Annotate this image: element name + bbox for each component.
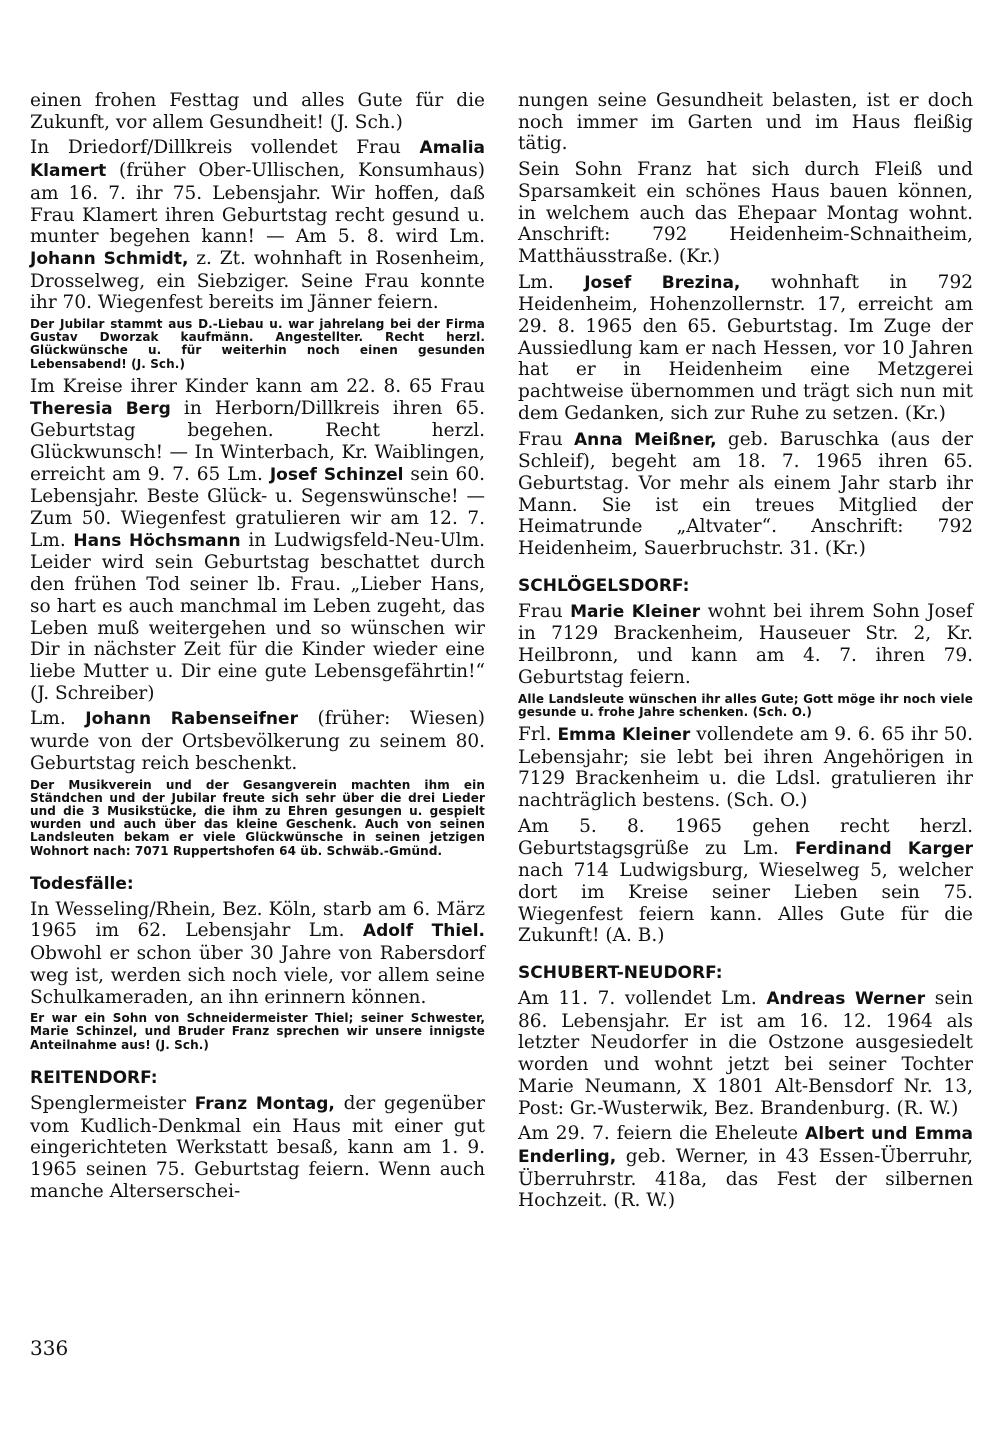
paragraph: [518, 272, 973, 425]
paragraph: [518, 429, 973, 560]
text-run: Am 11. 7. vollendet Lm.: [518, 988, 767, 1010]
paragraph: [518, 724, 973, 812]
text-run: in Ludwigsfeld-Neu-Ulm. Leider wird sein Geburtstag beschattet durch den frühen Tod seiner lb. Frau. „Lieber Hans, so hart es auch manchmal im Leben zugeht, das Leben muß weitergehen und so wünschen wir Dir in nächster Zeit für die Kinder wieder eine liebe Mutter u. Dir eine gute Lebensgefährtin!“ (J. Schreiber): [30, 529, 486, 704]
paragraph: [518, 988, 973, 1119]
text-run: Am 29. 7. feiern die Eheleute: [518, 1123, 806, 1145]
text-run: in Herborn/Dillkreis ihren 65. Geburtstag begehen. Recht herzl. Glückwunsch! — In Winterbach, Kr. Waiblingen, erreicht am 9. 7. 65 Lm.: [30, 397, 485, 485]
text-run: Obwohl er schon über 30 Jahre von Rabersdorf weg ist, werden sich noch viele, vor allem seine Schulkameraden, an ihn erinnern können.: [30, 943, 485, 1008]
paragraph: [30, 376, 485, 705]
text-run: vollendete am 9. 6. 65 ihr 50. Lebensjahr; sie lebt bei ihren Angehörigen in 7129 Brackenheim u. die Ldsl. gratulieren ihr nachträglich bestens. (Sch. O.): [518, 723, 973, 812]
paragraph: [518, 601, 973, 689]
paragraph: [518, 159, 973, 268]
text-run: einen frohen Festtag und alles Gute für die Zukunft, vor allem Gesundheit! (J. Sch.): [30, 90, 485, 133]
page-number: 336: [30, 1336, 69, 1360]
text-run: wohnhaft in 792 Heidenheim, Hohenzollernstr. 17, erreicht am 29. 8. 1965 den 65. Geburtstag. Im Zuge der Aussiedlung kam er nach Hessen, vor 10 Jahren hat er in Heidenheim eine Metzgerei pachtweise übernommen und trägt sich nun mit dem Gedanken, sich zur Ruhe zu setzen. (Kr.): [518, 271, 973, 424]
small-note: [30, 318, 485, 371]
right-column: [518, 90, 973, 1216]
text-run: Sein Sohn Franz hat sich durch Fleiß und Sparsamkeit ein schönes Haus bauen können, in welchem auch das Ehepaar Montag wohnt. Anschrift: 792 Heidenheim-Schnaitheim, Matthäusstraße. (Kr.): [518, 159, 973, 267]
text-run: wohnt bei ihrem Sohn Josef in 7129 Brackenheim, Hauseuer Str. 2, Kr. Heilbronn, und kann am 4. 7. ihren 79. Geburtstag feiern.: [518, 600, 974, 688]
person-name: Ferdinand Karger: [794, 838, 973, 859]
text-run: (früher: Wiesen) wurde von der Ortsbevölkerung zu seinem 80. Geburtstag reich beschenkt.: [30, 708, 486, 774]
text-run: Im Kreise ihrer Kinder kann am 22. 8. 65 Frau: [30, 375, 485, 397]
text-run: der gegenüber vom Kudlich-Denkmal ein Haus mit einer gut eingerichteten Werkstatt besaß, kann am 1. 9. 1965 seinen 75. Geburtstag feiern. Wenn auch manche Alterserschei-: [30, 1092, 485, 1202]
paragraph: [30, 899, 485, 1009]
section-heading: [518, 962, 973, 984]
text-run: z. Zt. wohnhaft in Rosenheim, Drosselweg, ein Siebziger. Seine Frau konnte ihr 70. Wiegenfest bereits im Jänner feiern.: [30, 247, 486, 314]
text-run: Am 5. 8. 1965 gehen recht herzl. Geburtstagsgrüße zu Lm.: [518, 815, 973, 859]
person-name: Emma Kleiner: [557, 724, 691, 745]
text-run: SCHUBERT-NEUDORF:: [518, 963, 723, 984]
person-name: Josef Schinzel: [269, 464, 404, 485]
section-heading: [518, 575, 973, 597]
text-run: REITENDORF:: [30, 1067, 158, 1088]
text-run: sein 86. Lebensjahr. Er ist am 16. 12. 1964 als letzter Neudorfer in die Ostzone ausgesiedelt worden und wohnt jetzt bei seiner Tochter Marie Neumann, X 1801 Alt-Bensdorf Nr. 13, Post: Gr.-Wusterwik, Bez. Brandenburg. (R. W.): [518, 988, 973, 1119]
section-heading: [30, 1067, 485, 1089]
paragraph: [30, 137, 485, 314]
text-run: nungen seine Gesundheit belasten, ist er doch noch immer im Garten und im Haus fleißig tätig.: [518, 90, 973, 155]
text-run: Lm.: [518, 271, 585, 293]
section-heading: [30, 873, 485, 895]
person-name: Hans Höchsmann: [73, 530, 241, 551]
paragraph: [30, 90, 485, 133]
text-run: Frau: [518, 428, 574, 450]
text-run: Frau: [518, 600, 571, 622]
text-run: geb. Baruschka (aus der Schleif), begeht am 18. 7. 1965 ihren 65. Geburtstag. Vor mehr als einem Jahr starb ihr Mann. Sie ist ein treues Mitglied der Heimatrunde „Altvater“. Anschrift: 792 Heidenheim, Sauerbruchstr. 31. (Kr.): [518, 428, 973, 560]
person-name: Amalia Klamert: [30, 138, 485, 182]
person-name: Josef Brezina,: [584, 272, 741, 293]
text-run: SCHLÖGELSDORF:: [518, 575, 690, 596]
text-run: Todesfälle:: [30, 873, 134, 894]
small-note: [30, 779, 485, 858]
text-run: Der Jubilar stammt aus D.-Liebau u. war jahrelang bei der Firma Gustav Dworzak kaufmänn. Angestellter. Recht herzl. Glückwünsche u. für weiterhin noch einen gesunden Lebensabend! (J. Sch.): [30, 317, 485, 371]
person-name: Franz Montag,: [194, 1093, 335, 1114]
person-name: Albert und Emma Enderling,: [518, 1124, 974, 1167]
paragraph: [518, 1123, 973, 1212]
person-name: Theresia Berg: [30, 398, 171, 419]
text-run: (früher Ober-Ullischen, Konsumhaus) am 16. 7. ihr 75. Lebensjahr. Wir hoffen, daß Frau Klamert ihren Geburtstag recht gesund u. munter begehen kann! — Am 5. 8. wird Lm.: [30, 160, 485, 248]
person-name: Johann Rabenseifner: [85, 709, 298, 730]
left-column: [30, 90, 485, 1206]
text-run: In Driedorf/Dillkreis vollendet Frau: [30, 137, 420, 159]
text-run: Lm.: [30, 708, 86, 730]
person-name: Anna Meißner,: [573, 429, 717, 450]
paragraph: [518, 816, 973, 947]
text-run: Spenglermeister: [30, 1092, 195, 1114]
person-name: Johann Schmidt,: [30, 248, 189, 269]
person-name: Andreas Werner: [766, 989, 926, 1010]
person-name: Marie Kleiner: [570, 601, 701, 622]
text-run: Alle Landsleute wünschen ihr alles Gute; Gott möge ihr noch viele gesunde u. frohe Jahre schenken. (Sch. O.): [518, 691, 973, 719]
paragraph: [518, 90, 973, 155]
text-run: Frl.: [518, 723, 558, 745]
small-note: [518, 693, 973, 719]
paragraph: [30, 708, 485, 774]
text-run: In Wesseling/Rhein, Bez. Köln, starb am 6. März 1965 im 62. Lebensjahr Lm.: [30, 898, 485, 942]
text-run: sein 60. Lebensjahr. Beste Glück- u. Segenswünsche! — Zum 50. Wiegenfest gratulieren wir am 12. 7. Lm.: [30, 463, 485, 551]
person-name: Adolf Thiel.: [362, 921, 485, 942]
text-run: geb. Werner, in 43 Essen-Überruhr, Überruhrstr. 418a, das Fest der silbernen Hochzeit. (R. W.): [518, 1145, 973, 1212]
paragraph: [30, 1093, 485, 1203]
text-run: Er war ein Sohn von Schneidermeister Thiel; seiner Schwester, Marie Schinzel, und Bruder Franz sprechen wir unsere innigste Anteilnahme aus! (J. Sch.): [30, 1011, 485, 1052]
small-note: [30, 1012, 485, 1052]
text-run: nach 714 Ludwigsburg, Wieselweg 5, welcher dort im Kreise seiner Lieben sein 75. Wiegenfest feiern kann. Alles Gute für die Zukunft! (A. B.): [518, 860, 973, 947]
text-run: Der Musikverein und der Gesangverein machten ihm ein Ständchen und der Jubilar freute sich sehr über die drei Lieder und die 3 Musikstücke, die ihm zu Ehren gesungen u. gespielt wurden und auch über das kleine Geschenk. Auch von seinen Landsleuten bekam er viele Glückwünsche in seinen jetzigen Wohnort nach: 7071 Ruppertshofen 64 üb. Schwäb.-Gmünd.: [30, 777, 485, 858]
